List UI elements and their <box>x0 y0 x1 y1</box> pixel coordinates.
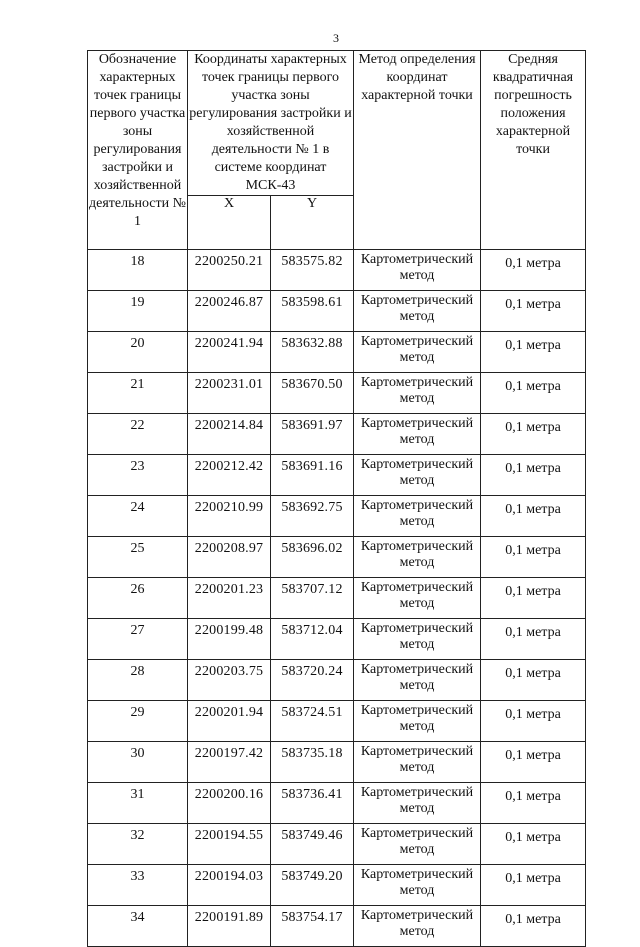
x-coordinate-cell: 2200214.84 <box>188 414 271 455</box>
header-point-designation: Обозначение характерных точек границы первого участка зоны регулирования застройки и хозяйственной деятельности № 1 <box>88 51 188 250</box>
accuracy-cell: 0,1 метра <box>481 373 586 414</box>
method-cell: Картометрический метод <box>354 414 481 455</box>
x-coordinate-cell: 2200203.75 <box>188 660 271 701</box>
point-number-cell: 33 <box>88 865 188 906</box>
point-number-cell: 21 <box>88 373 188 414</box>
table-row <box>88 783 586 824</box>
y-coordinate-cell: 583749.46 <box>271 824 354 865</box>
x-coordinate-cell: 2200194.55 <box>188 824 271 865</box>
table-row <box>88 291 586 332</box>
header-accuracy: Средняя квадратичная погрешность положения характерной точки <box>481 51 586 250</box>
table-row <box>88 414 586 455</box>
page-number: 3 <box>333 31 339 45</box>
x-coordinate-cell: 2200191.89 <box>188 906 271 947</box>
accuracy-cell: 0,1 метра <box>481 660 586 701</box>
accuracy-cell: 0,1 метра <box>481 742 586 783</box>
method-cell: Картометрический метод <box>354 250 481 291</box>
x-coordinate-cell: 2200201.94 <box>188 701 271 742</box>
y-coordinate-cell: 583749.20 <box>271 865 354 906</box>
table-row <box>88 906 586 947</box>
accuracy-cell: 0,1 метра <box>481 783 586 824</box>
method-cell: Картометрический метод <box>354 578 481 619</box>
table-row <box>88 619 586 660</box>
point-number-cell: 22 <box>88 414 188 455</box>
point-number-cell: 34 <box>88 906 188 947</box>
point-number-cell: 28 <box>88 660 188 701</box>
x-coordinate-cell: 2200199.48 <box>188 619 271 660</box>
y-coordinate-cell: 583735.18 <box>271 742 354 783</box>
method-cell: Картометрический метод <box>354 455 481 496</box>
point-number-cell: 31 <box>88 783 188 824</box>
method-cell: Картометрический метод <box>354 537 481 578</box>
x-coordinate-cell: 2200212.42 <box>188 455 271 496</box>
method-cell: Картометрический метод <box>354 291 481 332</box>
x-coordinate-cell: 2200200.16 <box>188 783 271 824</box>
y-coordinate-cell: 583632.88 <box>271 332 354 373</box>
method-cell: Картометрический метод <box>354 701 481 742</box>
method-cell: Картометрический метод <box>354 742 481 783</box>
accuracy-cell: 0,1 метра <box>481 906 586 947</box>
accuracy-cell: 0,1 метра <box>481 291 586 332</box>
method-cell: Картометрический метод <box>354 865 481 906</box>
point-number-cell: 23 <box>88 455 188 496</box>
table-row <box>88 455 586 496</box>
header-y: Y <box>271 196 354 250</box>
table-row <box>88 250 586 291</box>
point-number-cell: 30 <box>88 742 188 783</box>
y-coordinate-cell: 583691.97 <box>271 414 354 455</box>
point-number-cell: 18 <box>88 250 188 291</box>
table-row <box>88 496 586 537</box>
x-coordinate-cell: 2200197.42 <box>188 742 271 783</box>
header-coordinates: Координаты характерных точек границы первого участка зоны регулирования застройки и хозяйственной деятельности № 1 в системе координат МСК-43 <box>188 51 354 196</box>
point-number-cell: 26 <box>88 578 188 619</box>
y-coordinate-cell: 583720.24 <box>271 660 354 701</box>
point-number-cell: 27 <box>88 619 188 660</box>
method-cell: Картометрический метод <box>354 660 481 701</box>
method-cell: Картометрический метод <box>354 824 481 865</box>
point-number-cell: 32 <box>88 824 188 865</box>
y-coordinate-cell: 583696.02 <box>271 537 354 578</box>
accuracy-cell: 0,1 метра <box>481 455 586 496</box>
accuracy-cell: 0,1 метра <box>481 865 586 906</box>
accuracy-cell: 0,1 метра <box>481 701 586 742</box>
y-coordinate-cell: 583670.50 <box>271 373 354 414</box>
method-cell: Картометрический метод <box>354 332 481 373</box>
x-coordinate-cell: 2200250.21 <box>188 250 271 291</box>
y-coordinate-cell: 583707.12 <box>271 578 354 619</box>
coordinates-table <box>87 50 586 947</box>
accuracy-cell: 0,1 метра <box>481 578 586 619</box>
table-row <box>88 332 586 373</box>
point-number-cell: 25 <box>88 537 188 578</box>
y-coordinate-cell: 583575.82 <box>271 250 354 291</box>
table-row <box>88 373 586 414</box>
y-coordinate-cell: 583754.17 <box>271 906 354 947</box>
accuracy-cell: 0,1 метра <box>481 537 586 578</box>
accuracy-cell: 0,1 метра <box>481 619 586 660</box>
method-cell: Картометрический метод <box>354 783 481 824</box>
point-number-cell: 24 <box>88 496 188 537</box>
y-coordinate-cell: 583692.75 <box>271 496 354 537</box>
table-row <box>88 865 586 906</box>
table-row <box>88 742 586 783</box>
header-x: X <box>188 196 271 250</box>
method-cell: Картометрический метод <box>354 619 481 660</box>
y-coordinate-cell: 583724.51 <box>271 701 354 742</box>
table-row <box>88 660 586 701</box>
x-coordinate-cell: 2200231.01 <box>188 373 271 414</box>
y-coordinate-cell: 583736.41 <box>271 783 354 824</box>
x-coordinate-cell: 2200246.87 <box>188 291 271 332</box>
y-coordinate-cell: 583712.04 <box>271 619 354 660</box>
table-row <box>88 824 586 865</box>
x-coordinate-cell: 2200194.03 <box>188 865 271 906</box>
method-cell: Картометрический метод <box>354 373 481 414</box>
x-coordinate-cell: 2200241.94 <box>188 332 271 373</box>
y-coordinate-cell: 583598.61 <box>271 291 354 332</box>
accuracy-cell: 0,1 метра <box>481 332 586 373</box>
point-number-cell: 29 <box>88 701 188 742</box>
point-number-cell: 19 <box>88 291 188 332</box>
point-number-cell: 20 <box>88 332 188 373</box>
accuracy-cell: 0,1 метра <box>481 496 586 537</box>
table-row <box>88 701 586 742</box>
method-cell: Картометрический метод <box>354 496 481 537</box>
table-row <box>88 578 586 619</box>
method-cell: Картометрический метод <box>354 906 481 947</box>
accuracy-cell: 0,1 метра <box>481 824 586 865</box>
header-method: Метод определения координат характерной точки <box>354 51 481 250</box>
y-coordinate-cell: 583691.16 <box>271 455 354 496</box>
header-row <box>88 51 586 196</box>
table-row <box>88 537 586 578</box>
table-body <box>88 250 586 947</box>
x-coordinate-cell: 2200208.97 <box>188 537 271 578</box>
x-coordinate-cell: 2200201.23 <box>188 578 271 619</box>
accuracy-cell: 0,1 метра <box>481 250 586 291</box>
x-coordinate-cell: 2200210.99 <box>188 496 271 537</box>
accuracy-cell: 0,1 метра <box>481 414 586 455</box>
